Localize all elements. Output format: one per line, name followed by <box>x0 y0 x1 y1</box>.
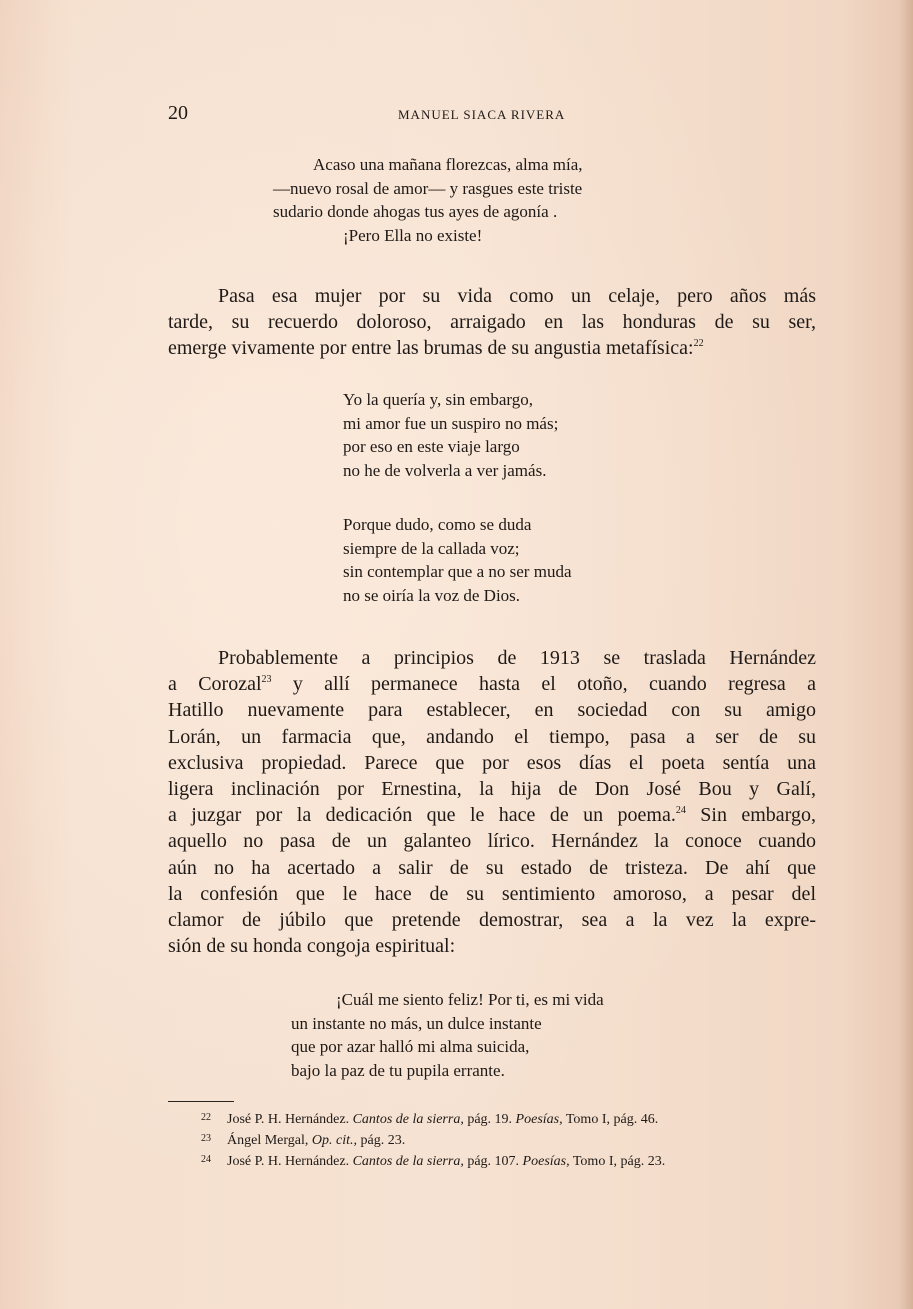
verse-line: siempre de la callada voz; <box>343 538 520 558</box>
verse-line: no se oiría la voz de Dios. <box>343 585 521 605</box>
verse-line: sudario donde ahogas tus ayes de agonía . <box>273 202 558 221</box>
prose-line <box>168 802 816 828</box>
footnote-page: pág. 19. <box>463 1112 516 1127</box>
footnotes <box>201 1108 665 1171</box>
footnote-volume: Tomo I, pág. 23. <box>569 1154 666 1169</box>
prose-line <box>168 671 816 697</box>
footnote-volume: Tomo I, pág. 46. <box>562 1112 659 1127</box>
verse-line: que por azar halló mi alma suicida, <box>291 1037 530 1056</box>
verse-line: ¡Cuál me siento feliz! Por ti, es mi vida <box>336 990 604 1009</box>
footnote-24 <box>201 1150 665 1171</box>
footnote-ref-24[interactable]: 24 <box>675 805 686 817</box>
footnote-number: 23 <box>201 1133 211 1144</box>
verse-line: no he de volverla a ver jamás. <box>343 460 547 480</box>
footnote-author: Ángel Mergal, <box>227 1133 312 1148</box>
prose-line: Hatillo nuevamente para establecer, en sociedad con su amigo <box>168 699 816 722</box>
running-head: MANUEL SIACA RIVERA <box>398 107 566 122</box>
poem-stanza-4 <box>291 988 604 1082</box>
footnote-number: 22 <box>201 1112 211 1123</box>
prose-line: Lorán, un farmacia que, andando el tiempo, pasa a ser de su <box>168 725 816 748</box>
footnote-author: José P. H. Hernández. <box>227 1154 353 1169</box>
footnote-work-title: Poesías, <box>522 1154 570 1169</box>
prose-line: Pasa esa mujer por su vida como un celaje, pero años más <box>218 285 816 307</box>
paragraph-2 <box>168 645 816 959</box>
poem-stanza-2 <box>343 388 558 482</box>
footnote-divider <box>168 1101 234 1102</box>
footnote-22 <box>201 1108 665 1129</box>
prose-line: aquello no pasa de un galanteo lírico. Hernández la conoce cuando <box>168 830 816 853</box>
footnote-ref-22[interactable]: 22 <box>693 338 704 350</box>
verse-line: por eso en este viaje largo <box>343 437 520 456</box>
page-number: 20 <box>168 102 188 124</box>
prose-line: la confesión que le hace de su sentimiento amoroso, a pesar del <box>168 882 816 905</box>
footnote-work-title: Poesías, <box>515 1112 563 1127</box>
verse-line: Yo la quería y, sin embargo, <box>343 390 533 409</box>
poem-stanza-3 <box>343 513 572 607</box>
prose-line: sión de su honda congoja espiritual: <box>168 935 456 958</box>
prose-line: Probablemente a principios de 1913 se traslada Hernández <box>218 647 816 669</box>
footnote-number: 24 <box>201 1154 211 1165</box>
prose-line-text: Sin embargo, <box>685 804 816 827</box>
footnote-page: pág. 107. <box>463 1154 523 1169</box>
verse-line: —nuevo rosal de amor— y rasgues este triste <box>273 178 583 198</box>
verse-line: bajo la paz de tu pupila errante. <box>291 1060 505 1080</box>
footnote-work-title: Op. cit., <box>311 1133 357 1148</box>
verse-line: un instante no más, un dulce instante <box>291 1013 542 1033</box>
verse-line: Porque dudo, como se duda <box>343 515 532 534</box>
prose-line: exclusiva propiedad. Parece que por esos días el poeta sentía una <box>168 751 816 774</box>
footnote-work-title: Cantos de la sierra, <box>352 1154 464 1169</box>
footnote-page: pág. 23. <box>357 1133 406 1148</box>
prose-line: aún no ha acertado a salir de su estado de tristeza. De ahí que <box>168 856 816 879</box>
prose-line: ligera inclinación por Ernestina, la hija de Don José Bou y Galí, <box>168 778 816 801</box>
prose-line-text: y allí permanece hasta el otoño, cuando regresa a <box>271 673 816 696</box>
verse-line: sin contemplar que a no ser muda <box>343 562 572 581</box>
prose-line <box>168 335 816 361</box>
verse-line: ¡Pero Ella no existe! <box>343 225 483 245</box>
paragraph-1 <box>168 283 816 362</box>
verse-line: Acaso una mañana florezcas, alma mía, <box>313 155 583 174</box>
verse-line: mi amor fue un suspiro no más; <box>343 413 559 433</box>
footnote-work-title: Cantos de la sierra, <box>352 1112 464 1127</box>
footnote-23 <box>201 1129 665 1150</box>
prose-line-text: a Corozal <box>168 673 262 696</box>
prose-line-text: emerge vivamente por entre las brumas de su angustia metafísica: <box>168 337 694 360</box>
prose-line: clamor de júbilo que pretende demostrar, sea a la vez la expre- <box>168 909 816 932</box>
footnote-author: José P. H. Hernández. <box>227 1112 353 1127</box>
prose-line: tarde, su recuerdo doloroso, arraigado en las honduras de su ser, <box>168 311 816 334</box>
prose-line-text: a juzgar por la dedicación que le hace de un poema. <box>168 804 676 827</box>
page-edge-shadow <box>899 0 913 1309</box>
poem-stanza-1 <box>273 153 583 247</box>
footnote-ref-23[interactable]: 23 <box>261 674 272 686</box>
page-header <box>168 102 818 126</box>
